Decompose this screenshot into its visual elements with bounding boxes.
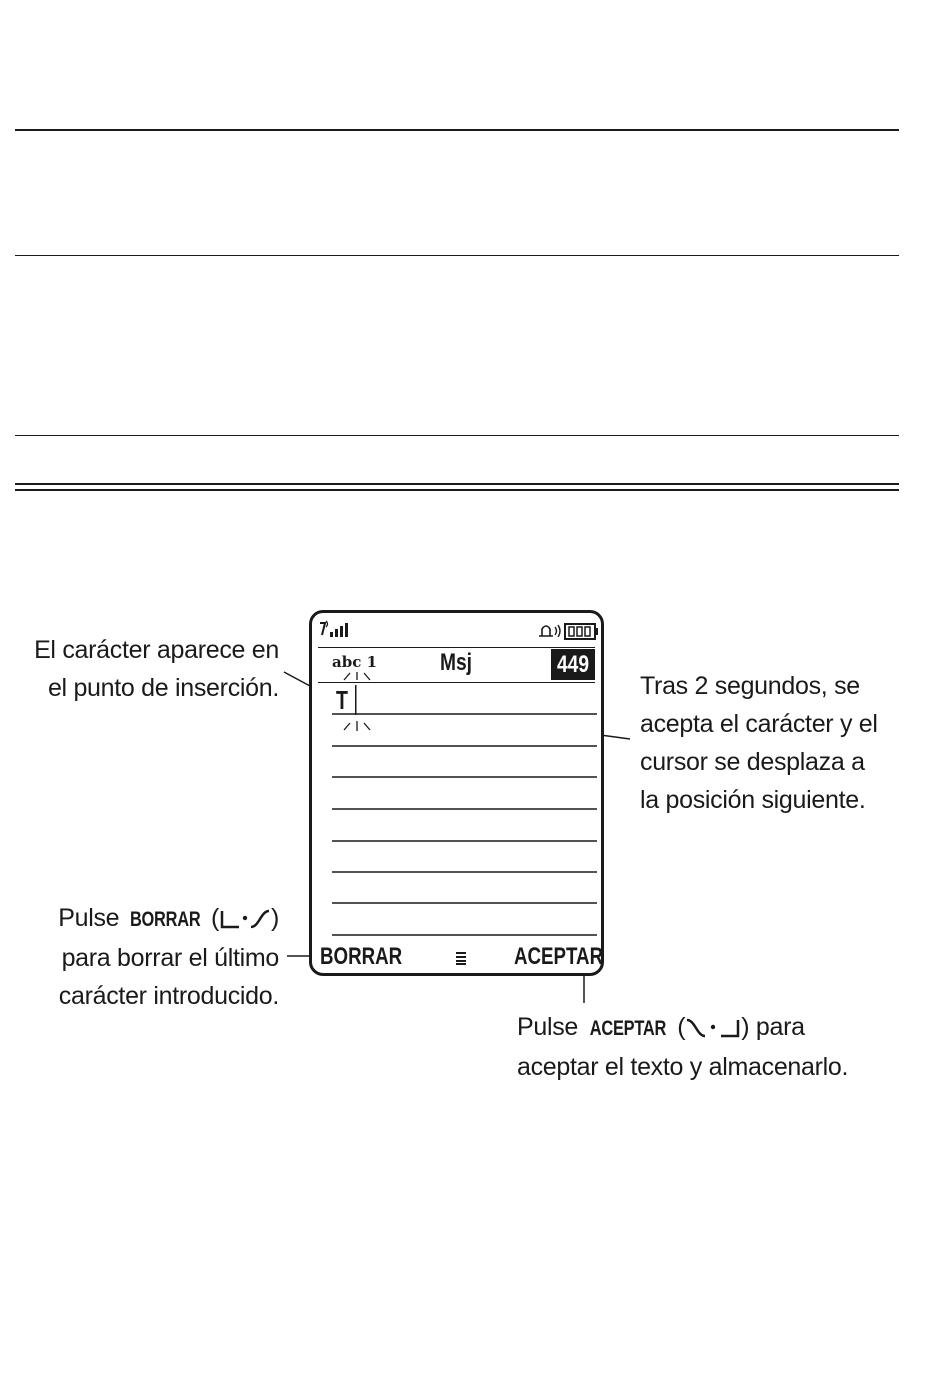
page-rule-2 xyxy=(15,255,899,256)
section-double-rule-top xyxy=(15,483,899,485)
phone-display xyxy=(309,610,604,976)
callout-text-line: para borrar el último xyxy=(61,944,279,972)
callout-borrar: Pulse BORRAR ( ) para borrar el último carácter introducido. xyxy=(58,899,279,1015)
callout-text-line: Tras 2 segundos, se xyxy=(640,672,860,700)
aceptar-softkey[interactable]: ACEPTAR xyxy=(514,943,604,970)
page-rule-1 xyxy=(15,129,899,131)
callout-insertion-point xyxy=(34,631,279,707)
text-entry-lines xyxy=(312,613,607,873)
callout-text-line: el punto de inserción. xyxy=(47,674,279,702)
text-entry-mode-indicator: abc 1 xyxy=(332,653,377,671)
callout-text-line: cursor se desplaza a xyxy=(640,748,865,776)
right-soft-key-icon xyxy=(685,1017,741,1039)
callout-aceptar: Pulse ACEPTAR ( ) para aceptar el texto y almacenarlo. xyxy=(517,1008,848,1086)
callout-text-line: El carácter aparece en xyxy=(34,636,279,664)
callout-prefix: Pulse xyxy=(517,1013,579,1041)
borrar-softkey[interactable]: BORRAR xyxy=(320,943,403,970)
page-rule-3 xyxy=(15,435,899,436)
left-soft-key-icon xyxy=(219,908,271,930)
callout-text-line: acepta el carácter y el xyxy=(640,710,878,738)
aceptar-key-label: ACEPTAR xyxy=(589,1017,666,1040)
borrar-key-label: BORRAR xyxy=(129,908,201,931)
text-entry-lines-lower xyxy=(312,873,607,943)
character-counter-value: 449 xyxy=(556,651,590,678)
callout-text-line: la posición siguiente. xyxy=(640,786,866,814)
callout-text-line: aceptar el texto y almacenarlo. xyxy=(517,1053,849,1081)
entered-character: T xyxy=(336,685,348,715)
callout-cursor-advance xyxy=(640,667,878,819)
screen-title: Msj xyxy=(440,649,473,676)
callout-text-line: carácter introducido. xyxy=(58,982,279,1010)
callout-prefix: Pulse xyxy=(58,904,120,932)
section-double-rule-bottom xyxy=(15,489,899,491)
menu-icon[interactable] xyxy=(455,951,467,965)
callout-suffix: para xyxy=(755,1013,805,1041)
